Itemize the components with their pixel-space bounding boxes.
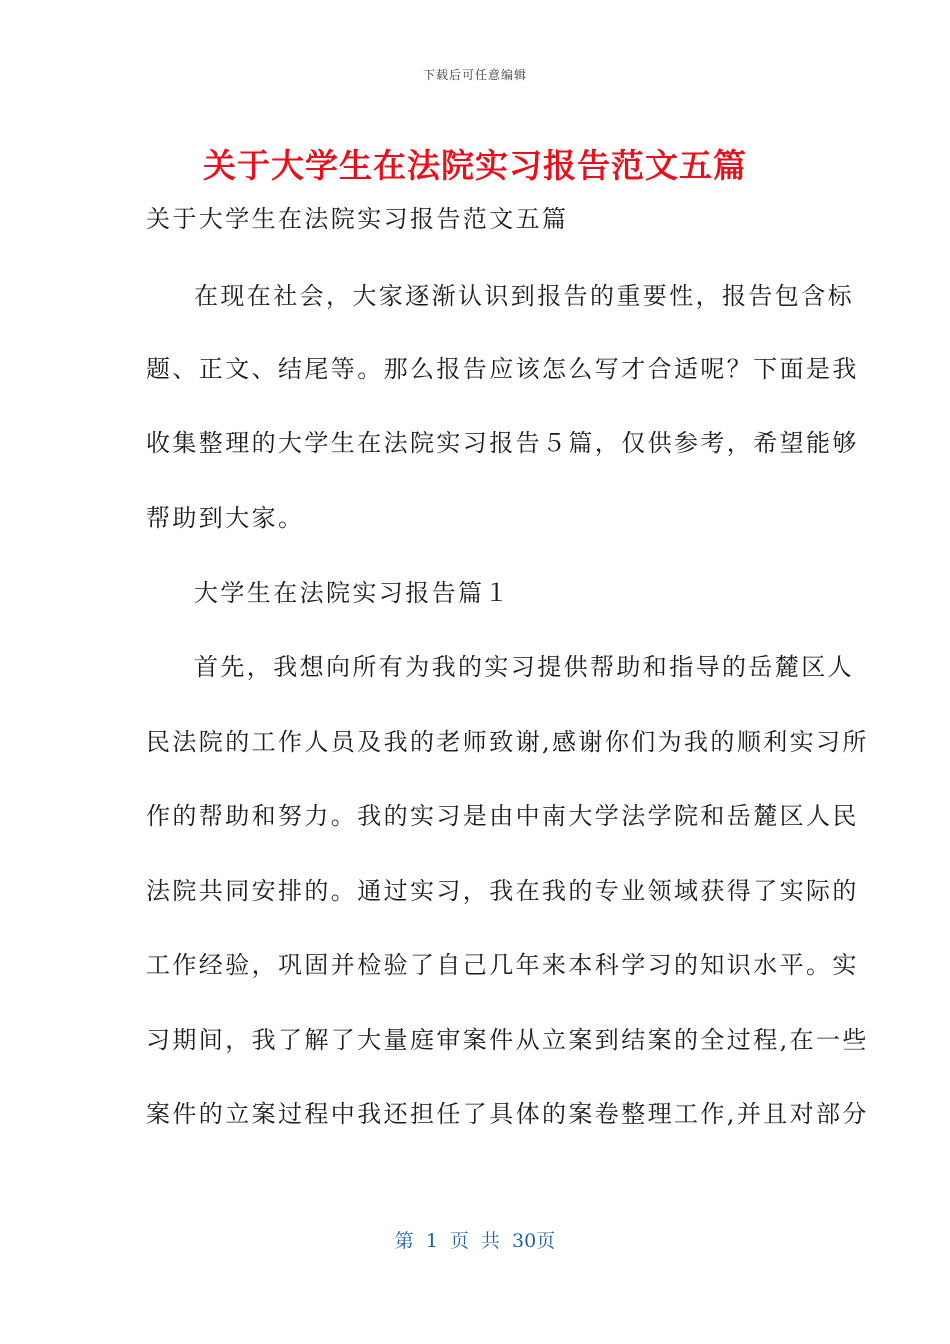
paragraph-line: 案件的立案过程中我还担任了具体的案卷整理工作,并且对部分: [146, 1100, 869, 1128]
paragraph-line: 作的帮助和努力。我的实习是由中南大学法学院和岳麓区人民: [146, 802, 859, 830]
paragraph-line: 首先，我想向所有为我的实习提供帮助和指导的岳麓区人: [194, 653, 854, 681]
header-note: 下载后可任意编辑: [422, 68, 527, 82]
paragraph-line: 法院共同安排的。通过实习，我在我的专业领域获得了实际的: [146, 877, 859, 905]
paragraph-line: 在现在社会，大家逐渐认识到报告的重要性，报告包含标: [194, 282, 854, 310]
paragraph-line: 工作经验，巩固并检验了自己几年来本科学习的知识水平。实: [146, 951, 859, 979]
paragraph-line: 民法院的工作人员及我的老师致谢,感谢你们为我的顺利实习所: [146, 728, 869, 756]
section-heading: 大学生在法院实习报告篇１: [194, 579, 511, 607]
page-footer: 第 1 页 共 30页: [394, 1230, 556, 1252]
paragraph-line: 习期间，我了解了大量庭审案件从立案到结案的全过程,在一些: [146, 1026, 869, 1054]
paragraph-line: 帮助到大家。: [146, 504, 305, 532]
subtitle-line: 关于大学生在法院实习报告范文五篇: [146, 205, 569, 233]
document-title: 关于大学生在法院实习报告范文五篇: [203, 146, 747, 185]
paragraph-line: 收集整理的大学生在法院实习报告５篇，仅供参考，希望能够: [146, 429, 859, 457]
paragraph-line: 题、正文、结尾等。那么报告应该怎么写才合适呢？下面是我: [146, 355, 859, 383]
